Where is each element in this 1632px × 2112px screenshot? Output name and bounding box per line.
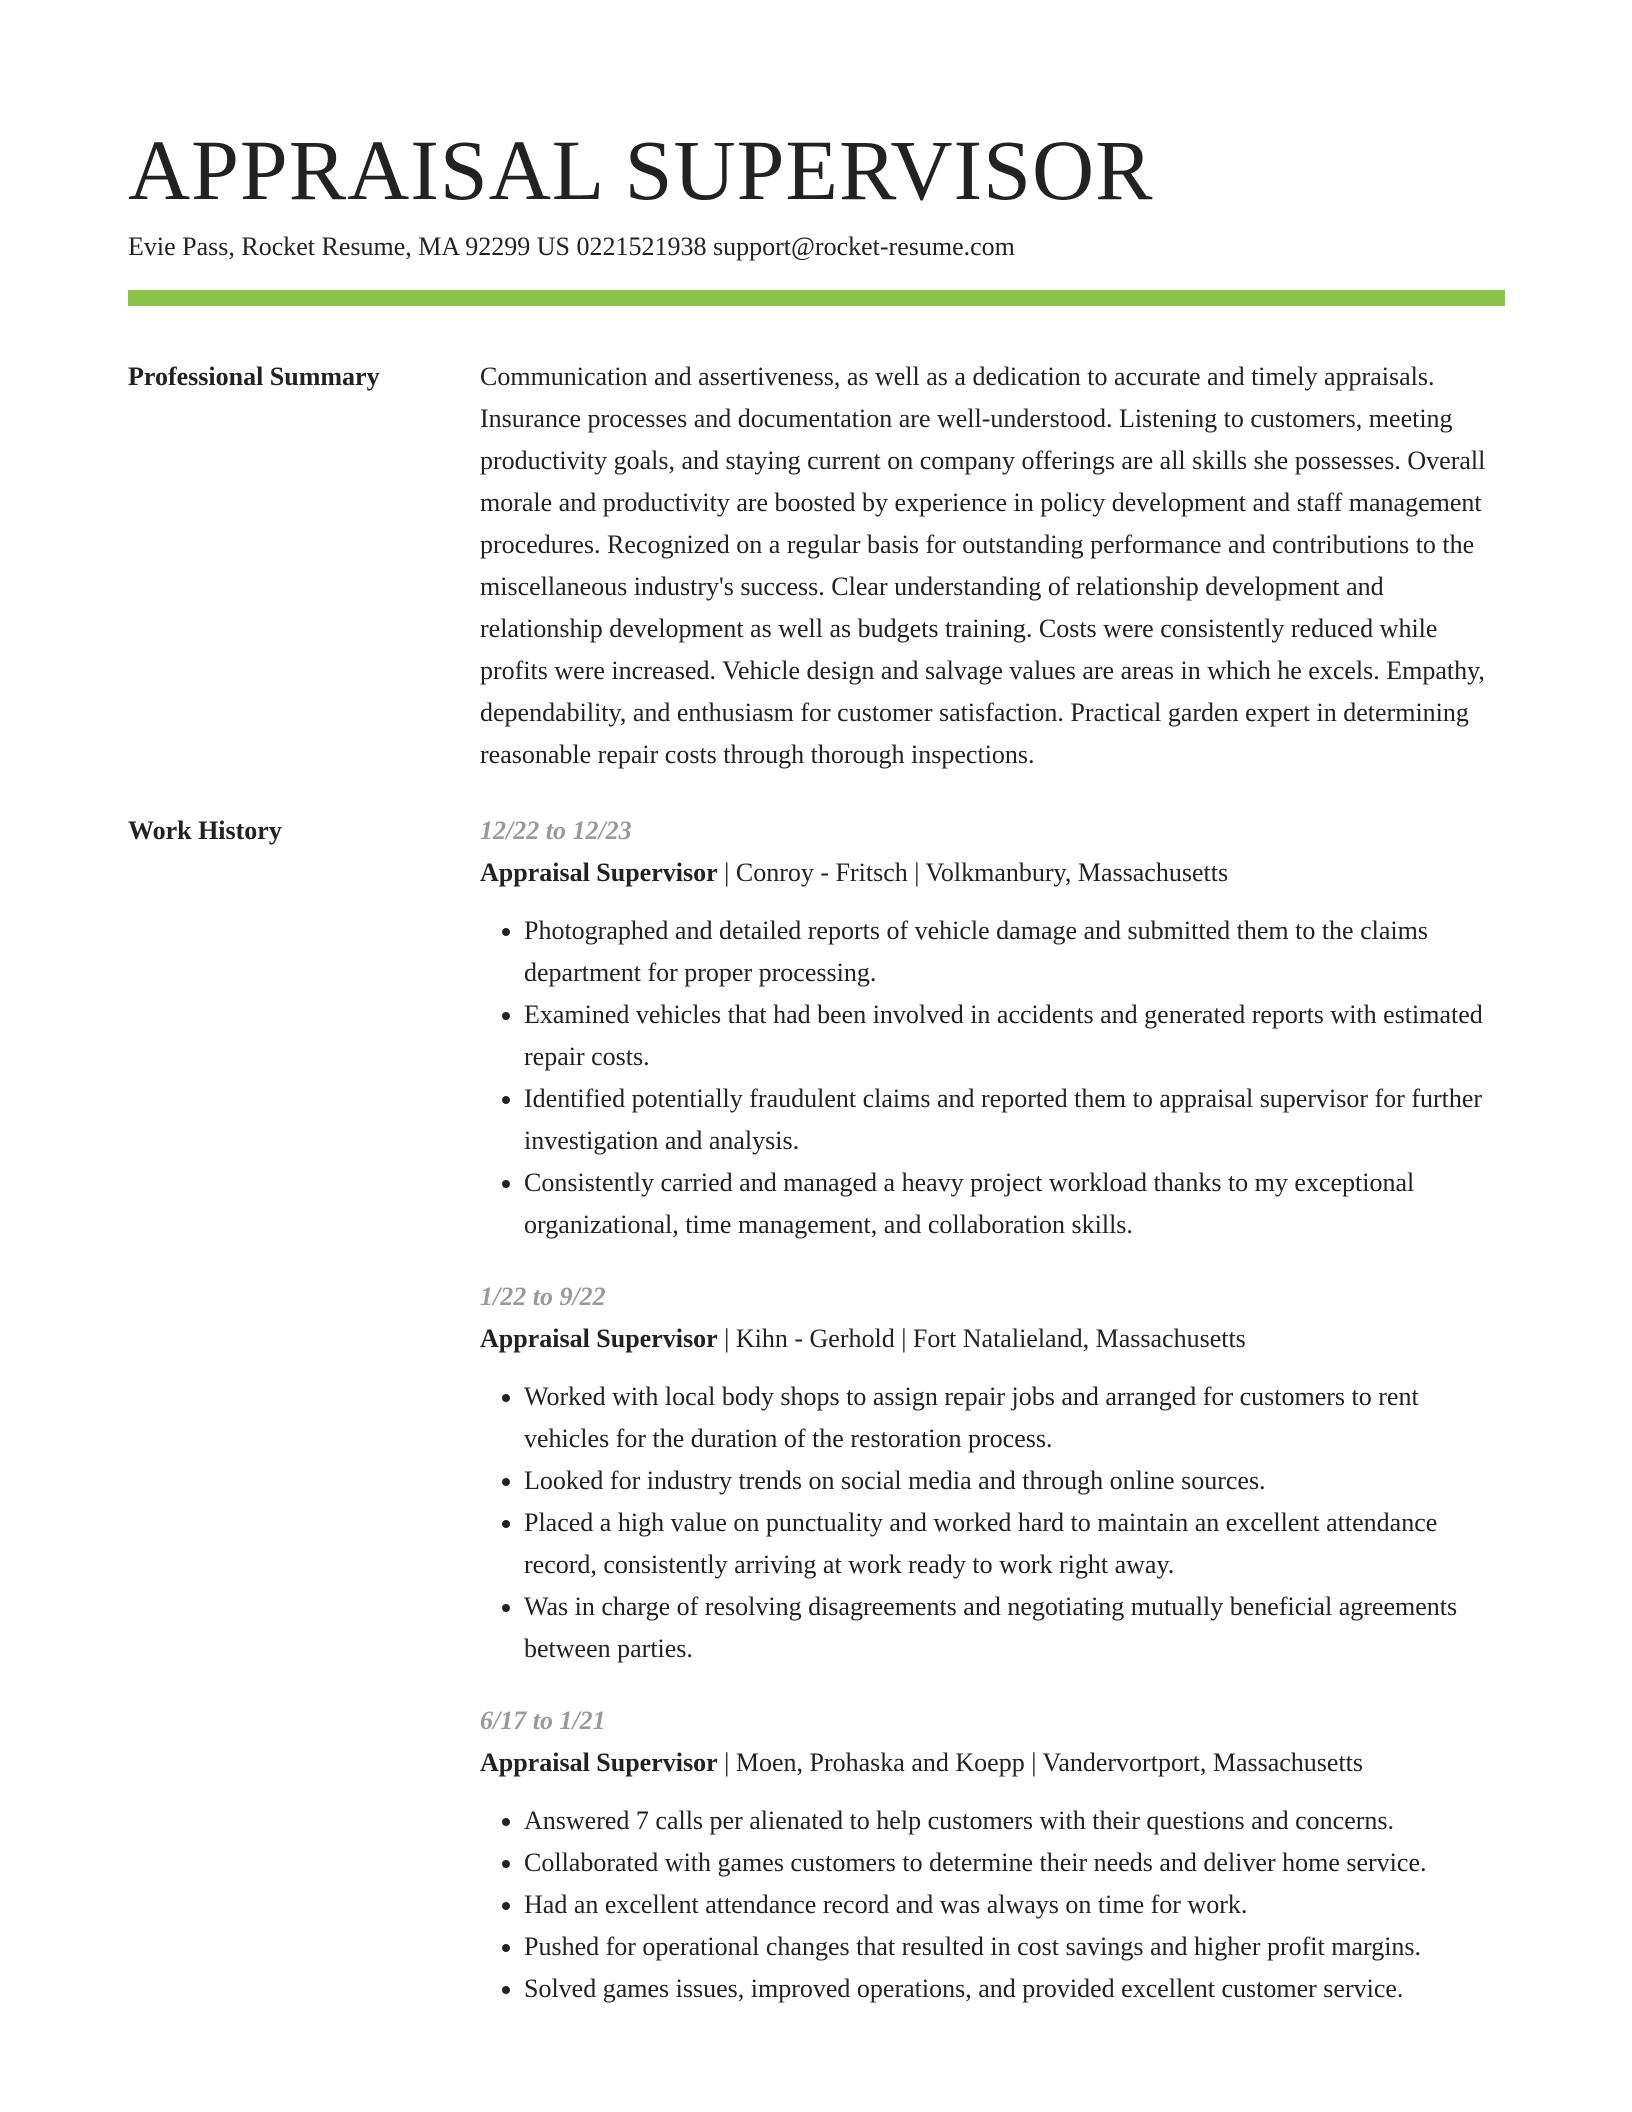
- work-history-heading: Work History: [128, 816, 282, 845]
- job-entry: [480, 1700, 1505, 2010]
- summary-section: [128, 356, 1505, 776]
- job-bullet: • Answered 7 calls per alienated to help customers with their questions and concerns.: [524, 1800, 1505, 1842]
- job-bullet: • Photographed and detailed reports of vehicle damage and submitted them to the claims department for proper processing.: [524, 910, 1505, 994]
- job-company-location: | Kihn - Gerhold | Fort Natalieland, Massachusetts: [717, 1324, 1246, 1353]
- job-bullet-list: [480, 1800, 1505, 2010]
- job-bullet: • Collaborated with games customers to determine their needs and deliver home service.: [524, 1842, 1505, 1884]
- job-bullet: • Had an excellent attendance record and was always on time for work.: [524, 1884, 1505, 1926]
- job-bullet: • Consistently carried and managed a heavy project workload thanks to my exceptional organizational, time management, and collaboration skills.: [524, 1162, 1505, 1246]
- summary-text: Communication and assertiveness, as well as a dedication to accurate and timely appraisals. Insurance processes and documentation are well-understood. Listening to customers, meeting productivity goals, and staying current on company offerings are all skills she possesses. Overall morale and productivity are boosted by experience in policy development and staff management procedures. Recognized on a regular basis for outstanding performance and contributions to the miscellaneous industry's success. Clear understanding of relationship development and relationship development as well as budgets training. Costs were consistently reduced while profits were increased. Vehicle design and salvage values are areas in which he excels. Empathy, dependability, and enthusiasm for customer satisfaction. Practical garden expert in determining reasonable repair costs through thorough inspections.: [480, 362, 1486, 769]
- job-bullet: • Placed a high value on punctuality and worked hard to maintain an excellent attendance record, consistently arriving at work ready to work right away.: [524, 1502, 1505, 1586]
- header-divider: [128, 290, 1505, 306]
- job-heading: [480, 852, 1505, 894]
- job-entry: [480, 810, 1505, 1246]
- job-heading: [480, 1742, 1505, 1784]
- summary-heading: Professional Summary: [128, 362, 380, 391]
- job-dates: 6/17 to 1/21: [480, 1706, 606, 1735]
- job-bullet: • Worked with local body shops to assign repair jobs and arranged for customers to rent vehicles for the duration of the restoration process.: [524, 1376, 1505, 1460]
- job-bullet-list: [480, 910, 1505, 1246]
- resume-page: [128, 120, 1505, 2040]
- page-title: APPRAISAL SUPERVISOR: [128, 122, 1154, 218]
- job-bullet: • Identified potentially fraudulent claims and reported them to appraisal supervisor for further investigation and analysis.: [524, 1078, 1505, 1162]
- job-title: Appraisal Supervisor: [480, 1324, 718, 1353]
- job-title: Appraisal Supervisor: [480, 858, 718, 887]
- contact-line: Evie Pass, Rocket Resume, MA 92299 US 0221521938 support@rocket-resume.com: [128, 232, 1015, 261]
- work-history-body: [480, 810, 1505, 2040]
- job-bullet: • Examined vehicles that had been involved in accidents and generated reports with estimated repair costs.: [524, 994, 1505, 1078]
- job-company-location: | Moen, Prohaska and Koepp | Vandervortport, Massachusetts: [717, 1748, 1364, 1777]
- job-dates: 1/22 to 9/22: [480, 1282, 606, 1311]
- job-entry: [480, 1276, 1505, 1670]
- job-bullet: • Was in charge of resolving disagreements and negotiating mutually beneficial agreements between parties.: [524, 1586, 1505, 1670]
- job-title: Appraisal Supervisor: [480, 1748, 718, 1777]
- job-bullet-list: [480, 1376, 1505, 1670]
- job-dates: 12/22 to 12/23: [480, 816, 632, 845]
- job-heading: [480, 1318, 1505, 1360]
- job-company-location: | Conroy - Fritsch | Volkmanbury, Massachusetts: [717, 858, 1229, 887]
- job-bullet: • Solved games issues, improved operations, and provided excellent customer service.: [524, 1968, 1505, 2010]
- summary-body: [480, 356, 1505, 776]
- job-bullet: • Pushed for operational changes that resulted in cost savings and higher profit margins.: [524, 1926, 1505, 1968]
- job-bullet: • Looked for industry trends on social media and through online sources.: [524, 1460, 1505, 1502]
- work-history-section: [128, 810, 1505, 2040]
